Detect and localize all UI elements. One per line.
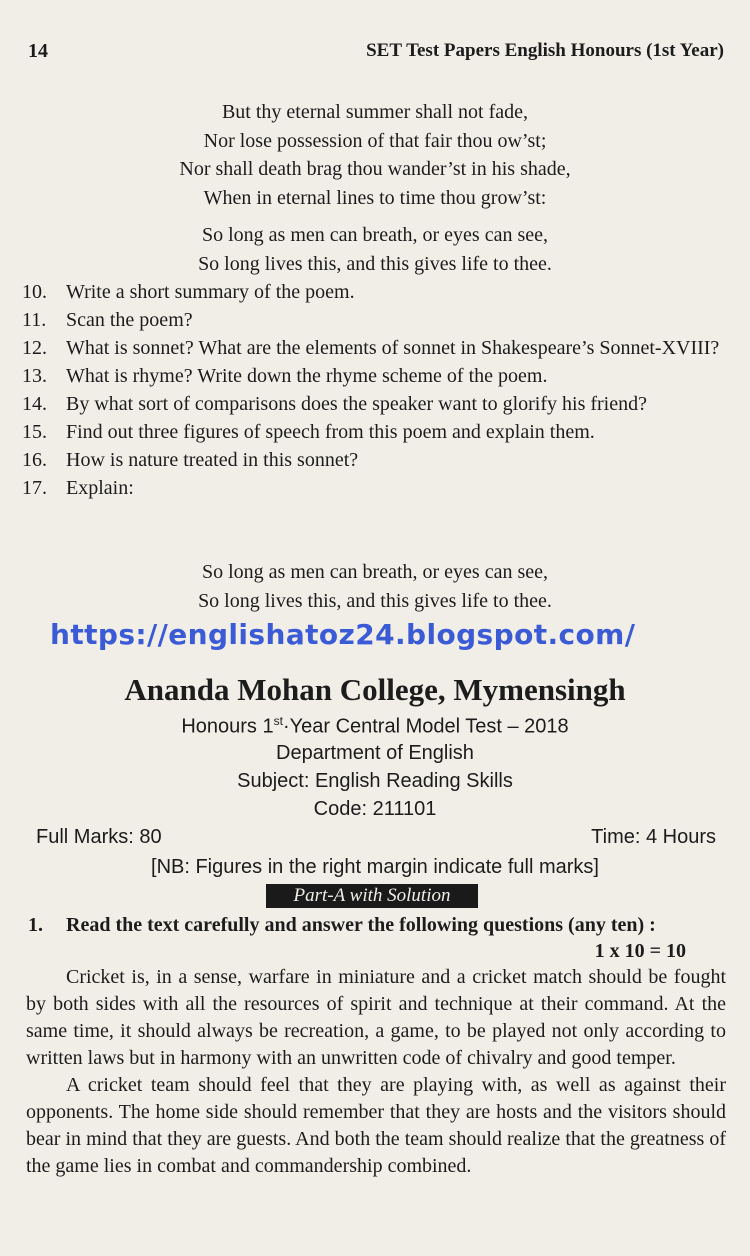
poem-line: So long lives this, and this gives life to thee. xyxy=(198,252,552,275)
question-number: 13. xyxy=(22,365,47,387)
quote-line: So long as men can breath, or eyes can see, xyxy=(202,561,548,583)
test-title-prefix: Honours 1 xyxy=(181,715,274,738)
question-item xyxy=(22,334,726,362)
question-item xyxy=(22,390,726,418)
course-code: Code: 211101 xyxy=(313,798,437,820)
poem-line: Nor shall death brag thou wander’st in his shade, xyxy=(179,158,571,180)
page-number: 14 xyxy=(28,40,48,62)
subject: Subject: English Reading Skills xyxy=(237,770,513,792)
exam-time: Time: 4 Hours xyxy=(591,826,716,848)
test-title xyxy=(0,714,750,739)
question-text: What is sonnet? What are the elements of sonnet in Shakespeare’s Sonnet-XVIII? xyxy=(66,337,720,359)
page-header xyxy=(20,40,724,68)
instruction-text: Read the text carefully and answer the following questions (any ten) : xyxy=(66,914,656,936)
question-text: Scan the poem? xyxy=(66,309,193,331)
question-item xyxy=(22,306,726,334)
question-text: How is nature treated in this sonnet? xyxy=(66,449,359,471)
question-number: 11. xyxy=(22,309,47,331)
question-number: 10. xyxy=(22,281,47,303)
question-item xyxy=(22,474,726,502)
watermark-url[interactable]: https://englishatoz24.blogspot.com/ xyxy=(50,618,636,651)
passage-paragraph: A cricket team should feel that they are playing with, as well as against their opponents. The home side should remember that they are hosts and the visitors should bear in mind that they are guests. And both the team should realize that the greatness of the game lies in combat and commandership combined. xyxy=(26,1074,726,1177)
question-text: By what sort of comparisons does the speaker want to glorify his friend? xyxy=(66,393,647,415)
question-text: What is rhyme? Write down the rhyme scheme of the poem. xyxy=(66,365,548,387)
poem-stanza xyxy=(0,98,750,212)
question-list xyxy=(22,278,726,502)
poem-line: Nor lose possession of that fair thou ow’st; xyxy=(203,129,547,152)
question-item xyxy=(22,418,726,446)
poem-line: When in eternal lines to time thou grow’st: xyxy=(203,186,547,209)
department: Department of English xyxy=(276,742,474,764)
passage-paragraph: Cricket is, in a sense, warfare in miniature and a cricket match should be fought by both sides with all the resources of spirit and technique at their command. At the same time, it should always be recreation, a game, to be played not only according to written laws but in harmony with an unwritten code of chivalry and good temper. xyxy=(26,966,726,1069)
test-title-sup: st xyxy=(273,714,283,728)
part-label: Part-A with Solution xyxy=(266,884,478,908)
instruction xyxy=(28,912,726,962)
test-title-suffix: ·Year Central Model Test – 2018 xyxy=(282,715,569,738)
marks-note: [NB: Figures in the right margin indicate full marks] xyxy=(151,856,599,878)
question-item xyxy=(22,446,726,474)
poem-line: But thy eternal summer shall not fade, xyxy=(221,101,529,123)
question-number: 15. xyxy=(22,421,47,443)
question-number: 16. xyxy=(22,449,47,471)
reading-passage xyxy=(26,964,726,1180)
question-number: 14. xyxy=(22,393,47,415)
quote-line: So long lives this, and this gives life to thee. xyxy=(198,589,552,612)
question-text: Write a short summary of the poem. xyxy=(66,281,355,303)
question-text: Explain: xyxy=(66,477,134,499)
poem-couplet xyxy=(0,221,750,278)
question-item xyxy=(22,278,726,306)
poem-line: So long as men can breath, or eyes can see, xyxy=(202,224,548,246)
running-title: SET Test Papers English Honours (1st Year) xyxy=(366,40,724,61)
marks-row xyxy=(36,826,716,852)
question-text: Find out three figures of speech from this poem and explain them. xyxy=(66,421,595,443)
question-number: 12. xyxy=(22,337,47,359)
instruction-marks: 1 x 10 = 10 xyxy=(594,940,686,962)
college-title: Ananda Mohan College, Mymensingh xyxy=(124,672,626,707)
question-item xyxy=(22,362,726,390)
instruction-number: 1. xyxy=(28,914,43,936)
question-number: 17. xyxy=(22,477,47,499)
full-marks: Full Marks: 80 xyxy=(36,826,162,848)
explain-quote xyxy=(0,558,750,615)
